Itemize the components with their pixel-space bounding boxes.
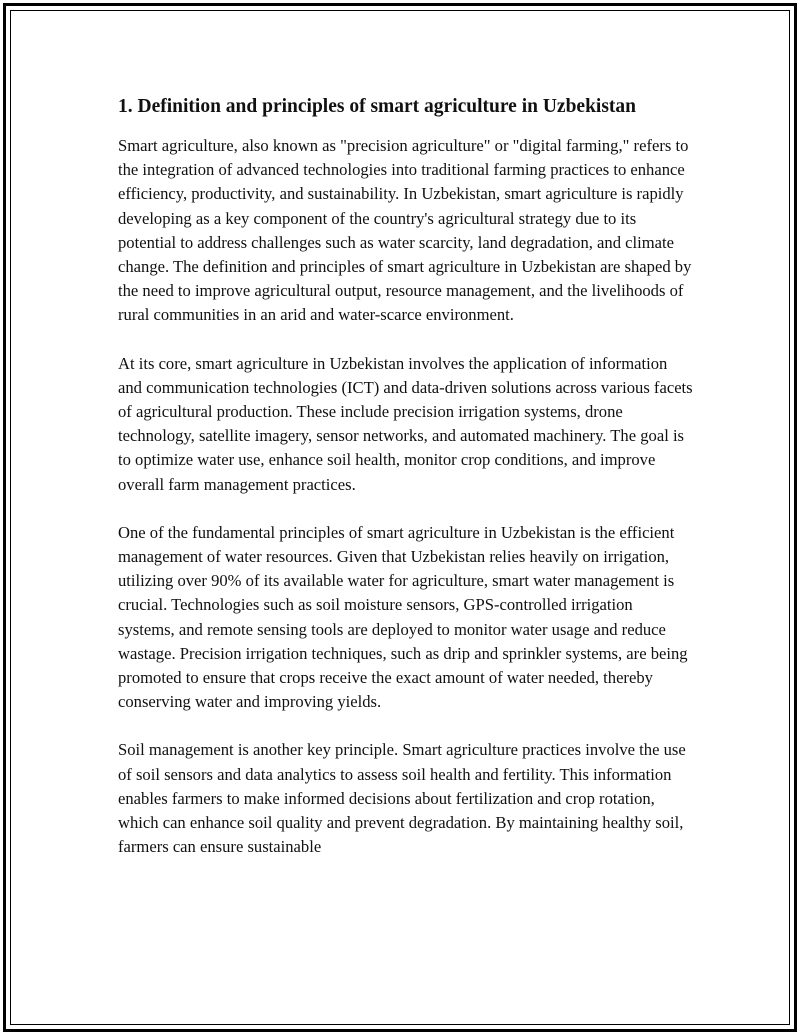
paragraph-soil-management: Soil management is another key principle. Smart agriculture practices involve the use of soil sensors and data analytics to assess soil health and fertility. This information enables farmers to make informed decisions about fertilization and crop rotation, which can enhance soil quality and prevent degradation. By maintaining healthy soil, farmers can ensure sustainable	[118, 740, 686, 857]
paragraph-definition: Smart agriculture, also known as "precision agriculture" or "digital farming," refers to the integration of advanced technologies into traditional farming practices to enhance efficiency, productivity, and sustainability. In Uzbekistan, smart agriculture is rapidly developing as a key component of the country's agricultural strategy due to its potential to address challenges such as water scarcity, land degradation, and climate change. The definition and principles of smart agriculture in Uzbekistan are shaped by the need to improve agricultural output, resource management, and the livelihoods of rural communities in an arid and water-scarce environment.	[118, 136, 692, 325]
document-body	[118, 92, 693, 883]
section-heading: 1. Definition and principles of smart agriculture in Uzbekistan	[118, 96, 637, 117]
paragraph-water-management: One of the fundamental principles of smart agriculture in Uzbekistan is the efficient management of water resources. Given that Uzbekistan relies heavily on irrigation, utilizing over 90% of its available water for agriculture, smart water management is crucial. Technologies such as soil moisture sensors, GPS-controlled irrigation systems, and remote sensing tools are deployed to monitor water usage and reduce wastage. Precision irrigation techniques, such as drip and sprinkler systems, are being promoted to ensure that crops receive the exact amount of water needed, thereby conserving water and improving yields.	[118, 522, 688, 712]
paragraph-core-technologies: At its core, smart agriculture in Uzbekistan involves the application of information and communication technologies (ICT) and data-driven solutions across various facets of agricultural production. These include precision irrigation systems, drone technology, satellite imagery, sensor networks, and automated machinery. The goal is to optimize water use, enhance soil health, monitor crop conditions, and improve overall farm management practices.	[118, 353, 693, 494]
